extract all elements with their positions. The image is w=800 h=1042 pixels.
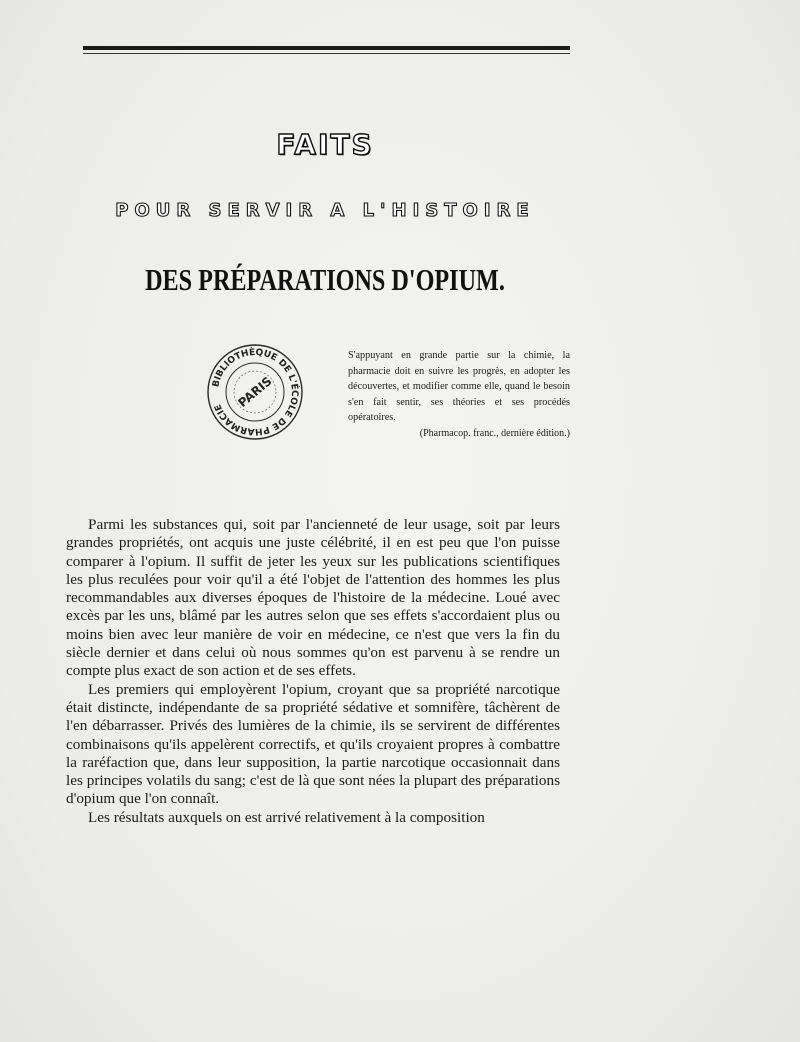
title-main: FAITS (276, 128, 374, 161)
paragraph: Les résultats auxquels on est arrivé relativement à la composition (88, 808, 485, 826)
library-stamp (205, 342, 305, 442)
title-big: DES PRÉPARATIONS D'OPIUM. (145, 262, 505, 297)
title-sub: POUR SERVIR A L'HISTOIRE (115, 200, 535, 221)
epigraph (348, 348, 570, 441)
top-rule (83, 46, 570, 50)
body-text (66, 516, 560, 827)
epigraph-text: S'appuyant en grande partie sur la chimie, la pharmacie doit en suivre les progrès, en adopter les découvertes, et modifier comme elle, quand le besoin s'en fait sentir, ses théories et ses procédés opératoires. (348, 350, 570, 423)
epigraph-citation: (Pharmacop. franc., dernière édition.) (419, 427, 570, 439)
paragraph: Parmi les substances qui, soit par l'ancienneté de leur usage, soit par leurs grandes propriétés, ont acquis une juste célébrité, il en est peu que l'on puisse comparer à l'opium. Il suffit de jeter les yeux sur les publications scientifiques les plus reculées pour voir qu'il a été l'objet de l'attention des hommes les plus recommandables aux diverses époques de l'histoire de la médecine. Loué avec excès par les uns, blâmé par les autres selon que ses effets s'accordaient plus ou moins bien avec leur manière de voir en médecine, ce n'est que vers la fin du siècle dernier et dans celui où nous sommes qu'on est parvenu à se rendre un compte plus exact de son action et de ses effets. (66, 516, 560, 680)
stamp-outer-text: BIBLIOTHÈQUE DE L'ÉCOLE DE PHARMACIE (211, 347, 300, 437)
stamp-center-text: PARIS (235, 373, 275, 411)
paragraph: Les premiers qui employèrent l'opium, croyant que sa propriété narcotique était distincte, indépendante de sa propriété sédative et somnifère, tâchèrent de l'en débarrasser. Privés des lumières de la chimie, ils se servirent de différentes combinaisons qu'ils appelèrent correctifs, et qu'ils croyaient propres à combattre la raréfaction que, dans leur supposition, la partie narcotique occasionnait dans les principes volatils du sang; c'est de là que sont nées la plupart des préparations d'opium que l'on connaît. (66, 680, 560, 808)
